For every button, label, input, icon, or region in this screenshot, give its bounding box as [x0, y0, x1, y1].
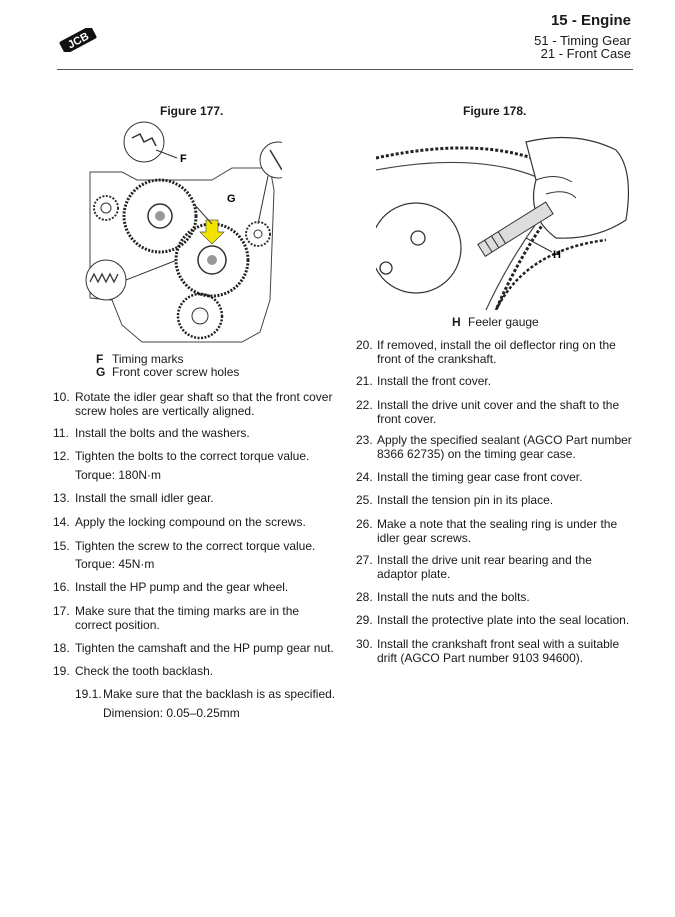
figure-177-legend-g [96, 365, 239, 379]
step-18: 18. Tighten the camshaft and the HP pump gear nut. [53, 641, 334, 655]
step-17: 17. Make sure that the timing marks are in the correct position. [53, 604, 300, 632]
step-23: 23. Apply the specified sealant (AGCO Part number 8366 62735) on the timing gear case. [356, 433, 632, 461]
step-14: 14. Apply the locking compound on the screws. [53, 515, 306, 529]
step-20: 20. If removed, install the oil deflector ring on the front of the crankshaft. [356, 338, 616, 366]
torque-15: Torque: 45N·m [75, 557, 155, 571]
step-22: 22. Install the drive unit cover and the shaft to the front cover. [356, 398, 620, 426]
step-28: 28. Install the nuts and the bolts. [356, 590, 530, 604]
figure-177-legend-f [96, 352, 184, 366]
step-11: 11. Install the bolts and the washers. [53, 426, 250, 440]
step-19-1: 19.1. Make sure that the backlash is as specified. [75, 687, 336, 701]
legend-text-h: Feeler gauge [468, 315, 539, 329]
callout-g: G [227, 193, 236, 205]
step-13: 13. Install the small idler gear. [53, 491, 214, 505]
header-rule [57, 69, 633, 70]
step-25: 25. Install the tension pin in its place. [356, 493, 554, 507]
step-30: 30. Install the crankshaft front seal with a suitable drift (AGCO Part number 9103 94600). [356, 637, 620, 665]
legend-key-h: H [452, 315, 461, 329]
torque-12: Torque: 180N·m [75, 468, 162, 482]
step-27: 27. Install the drive unit rear bearing and the adaptor plate. [356, 553, 592, 581]
legend-text-f: Timing marks [112, 352, 184, 366]
step-29: 29. Install the protective plate into the seal location. [356, 613, 630, 627]
figure-178-legend-h [452, 315, 539, 329]
section-title: 51 - Timing Gear [534, 33, 631, 48]
figure-178-illustration [376, 120, 634, 310]
legend-key-f: F [96, 352, 104, 366]
step-21: 21. Install the front cover. [356, 374, 492, 388]
step-24: 24. Install the timing gear case front cover. [356, 470, 583, 484]
callout-f: F [180, 153, 187, 165]
legend-text-g: Front cover screw holes [112, 365, 240, 379]
callout-h: H [553, 249, 561, 261]
subsection-title: 21 - Front Case [540, 46, 631, 61]
figure-177-illustration [82, 120, 282, 350]
figure-178-title: Figure 178. [463, 104, 527, 118]
figure-177-title: Figure 177. [160, 104, 224, 118]
step-15: 15. Tighten the screw to the correct torque value. [53, 539, 316, 553]
step-10: 10. Rotate the idler gear shaft so that the front cover screw holes are vertically aligned. [53, 390, 333, 418]
logo-text: JCB [65, 30, 92, 52]
step-12: 12. Tighten the bolts to the correct torque value. [53, 449, 310, 463]
step-16: 16. Install the HP pump and the gear wheel. [53, 580, 289, 594]
step-26: 26. Make a note that the sealing ring is under the idler gear screws. [356, 517, 618, 545]
legend-key-g: G [96, 365, 106, 379]
jcb-logo [56, 28, 100, 52]
chapter-title: 15 - Engine [550, 12, 631, 29]
step-19: 19. Check the tooth backlash. [53, 664, 214, 678]
dimension: Dimension: 0.05–0.25mm [103, 706, 240, 720]
